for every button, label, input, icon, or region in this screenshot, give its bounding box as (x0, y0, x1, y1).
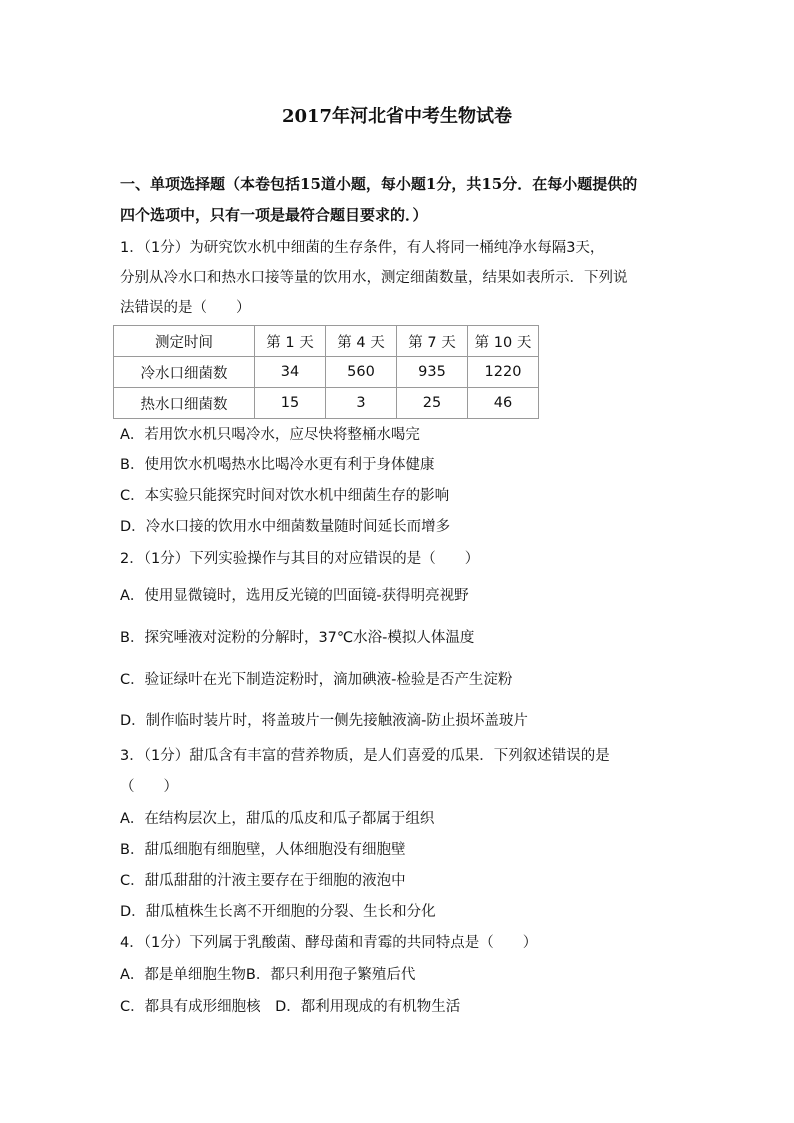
section-heading-line-2: 四个选项中，只有一项是最符合题目要求的．） (120, 206, 428, 224)
table-cell: 热水口细菌数 (114, 388, 255, 419)
table-header-cell: 测定时间 (114, 326, 255, 357)
table-cell: 560 (326, 357, 397, 388)
question-3-stem-line-1: 3．（1分）甜瓜含有丰富的营养物质，是人们喜爱的瓜果．下列叙述错误的是 (120, 748, 610, 764)
question-1-stem-line-3: 法错误的是（ ） (120, 300, 251, 316)
question-1-option-a[interactable]: A．若用饮水机只喝冷水，应尽快将整桶水喝完 (120, 427, 420, 443)
table-row (114, 388, 539, 419)
page-title: 2017年河北省中考生物试卷 (281, 106, 513, 127)
question-3-option-c[interactable]: C．甜瓜甜甜的汁液主要存在于细胞的液泡中 (120, 873, 406, 889)
table-cell: 935 (397, 357, 468, 388)
question-4-stem: 4．（1分）下列属于乳酸菌、酵母菌和青霉的共同特点是（ ） (120, 935, 538, 951)
table-cell: 3 (326, 388, 397, 419)
table-cell: 15 (255, 388, 326, 419)
question-1-option-b[interactable]: B．使用饮水机喝热水比喝冷水更有利于身体健康 (120, 457, 435, 473)
question-2-option-a[interactable]: A．使用显微镜时，选用反光镜的凹面镜-获得明亮视野 (120, 588, 469, 604)
question-2-option-d[interactable]: D．制作临时装片时，将盖玻片一侧先接触液滴-防止损坏盖玻片 (120, 713, 528, 729)
question-3-option-b[interactable]: B．甜瓜细胞有细胞壁，人体细胞没有细胞壁 (120, 842, 406, 858)
table-header-cell: 第 10 天 (468, 326, 539, 357)
table-header-cell: 第 4 天 (326, 326, 397, 357)
table-header-row (114, 326, 539, 357)
table-cell: 34 (255, 357, 326, 388)
table-cell: 1220 (468, 357, 539, 388)
question-3-stem-line-2: （ ） (120, 779, 178, 795)
table-cell: 46 (468, 388, 539, 419)
table-header-cell: 第 7 天 (397, 326, 468, 357)
question-2-option-c[interactable]: C．验证绿叶在光下制造淀粉时，滴加碘液-检验是否产生淀粉 (120, 672, 513, 688)
question-4-options-row-2[interactable]: C．都具有成形细胞核 D．都利用现成的有机物生活 (120, 999, 461, 1015)
table-cell: 冷水口细菌数 (114, 357, 255, 388)
table-row (114, 357, 539, 388)
bacteria-count-table (113, 325, 539, 419)
table-cell: 25 (397, 388, 468, 419)
question-3-option-a[interactable]: A．在结构层次上，甜瓜的瓜皮和瓜子都属于组织 (120, 811, 435, 827)
question-1-stem-line-1: 1．（1分）为研究饮水机中细菌的生存条件，有人将同一桶纯净水每隔3天， (120, 240, 605, 256)
section-heading-line-1: 一、单项选择题（本卷包括15道小题，每小题1分，共15分．在每小题提供的 (120, 175, 638, 193)
question-1-option-c[interactable]: C．本实验只能探究时间对饮水机中细菌生存的影响 (120, 488, 450, 504)
question-1-stem-line-2: 分别从冷水口和热水口接等量的饮用水，测定细菌数量，结果如表所示．下列说 (120, 270, 628, 286)
question-2-stem: 2．（1分）下列实验操作与其目的对应错误的是（ ） (120, 551, 480, 567)
question-3-option-d[interactable]: D．甜瓜植株生长离不开细胞的分裂、生长和分化 (120, 904, 436, 920)
question-1-option-d[interactable]: D．冷水口接的饮用水中细菌数量随时间延长而增多 (120, 519, 451, 535)
question-4-options-row-1[interactable]: A．都是单细胞生物B．都只利用孢子繁殖后代 (120, 967, 416, 983)
question-2-option-b[interactable]: B．探究唾液对淀粉的分解时，37℃水浴-模拟人体温度 (120, 630, 475, 646)
table-header-cell: 第 1 天 (255, 326, 326, 357)
